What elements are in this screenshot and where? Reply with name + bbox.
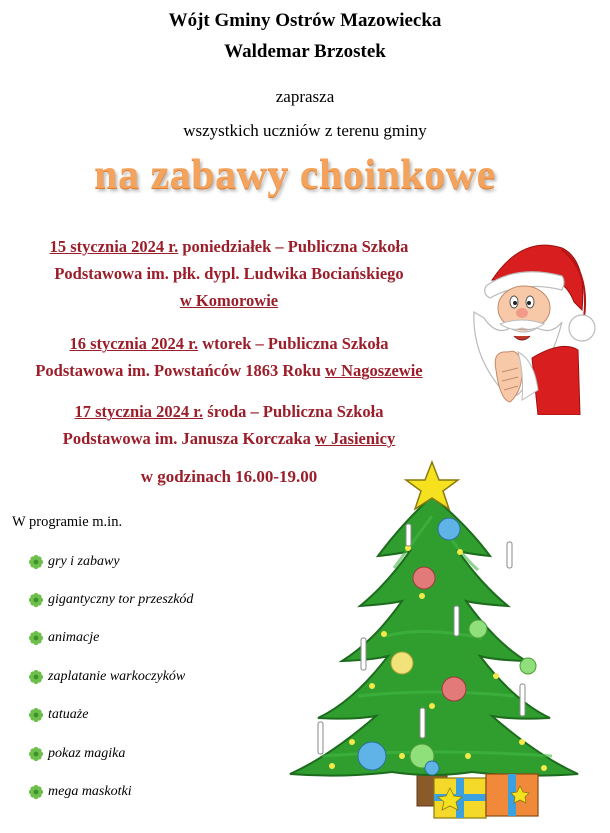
list-item <box>28 705 88 725</box>
event-1-date: 15 stycznia 2024 r. <box>49 237 179 256</box>
list-item <box>28 744 125 764</box>
event-1-place: w Komorowie <box>179 291 279 310</box>
christmas-tree-illustration <box>282 456 587 826</box>
flower-bullet-icon <box>28 554 44 570</box>
event-1-school: Podstawowa im. płk. dypl. Ludwika Bociańskiego <box>54 264 404 283</box>
event-2-day: wtorek – Publiczna Szkoła <box>198 334 389 353</box>
flower-bullet-icon <box>28 746 44 762</box>
program-label: W programie m.in. <box>12 514 123 530</box>
event-1-day: poniedziałek – Publiczna Szkoła <box>178 237 409 256</box>
list-item <box>28 552 120 572</box>
flower-bullet-icon <box>28 592 44 608</box>
event-3-date: 17 stycznia 2024 r. <box>74 402 204 421</box>
list-item-label: gry i zabawy <box>48 554 120 569</box>
flower-bullet-icon <box>28 707 44 723</box>
header-line-2: Waldemar Brzostek <box>224 41 386 62</box>
event-2 <box>0 330 458 384</box>
event-1 <box>0 233 458 314</box>
list-item <box>28 782 132 802</box>
flower-bullet-icon <box>28 630 44 646</box>
list-item <box>28 590 193 610</box>
list-item-label: tatuaże <box>48 707 89 722</box>
list-item <box>28 628 99 648</box>
event-3 <box>0 398 458 452</box>
santa-illustration <box>462 240 606 415</box>
flower-bullet-icon <box>28 669 44 685</box>
invite-text: zaprasza <box>275 87 335 106</box>
event-3-place: w Jasienicy <box>315 429 396 448</box>
hours-text: w godzinach 16.00-19.00 <box>140 467 318 486</box>
event-2-school: Podstawowa im. Powstańców 1863 Roku <box>35 361 326 380</box>
list-item-label: zaplatanie warkoczyków <box>48 669 186 684</box>
event-3-school: Podstawowa im. Janusza Korczaka <box>62 429 316 448</box>
flower-bullet-icon <box>28 784 44 800</box>
list-item-label: animacje <box>48 630 100 645</box>
list-item <box>28 667 185 687</box>
main-title: na zabawy choinkowe <box>94 152 496 198</box>
event-2-place: w Nagoszewie <box>325 361 423 380</box>
event-3-day: środa – Publiczna Szkoła <box>203 402 384 421</box>
event-2-date: 16 stycznia 2024 r. <box>69 334 199 353</box>
audience-text: wszystkich uczniów z terenu gminy <box>183 121 427 140</box>
list-item-label: pokaz magika <box>48 746 126 761</box>
header-line-1: Wójt Gminy Ostrów Mazowiecka <box>168 10 442 31</box>
list-item-label: gigantyczny tor przeszkód <box>48 592 194 607</box>
list-item-label: mega maskotki <box>48 784 132 799</box>
